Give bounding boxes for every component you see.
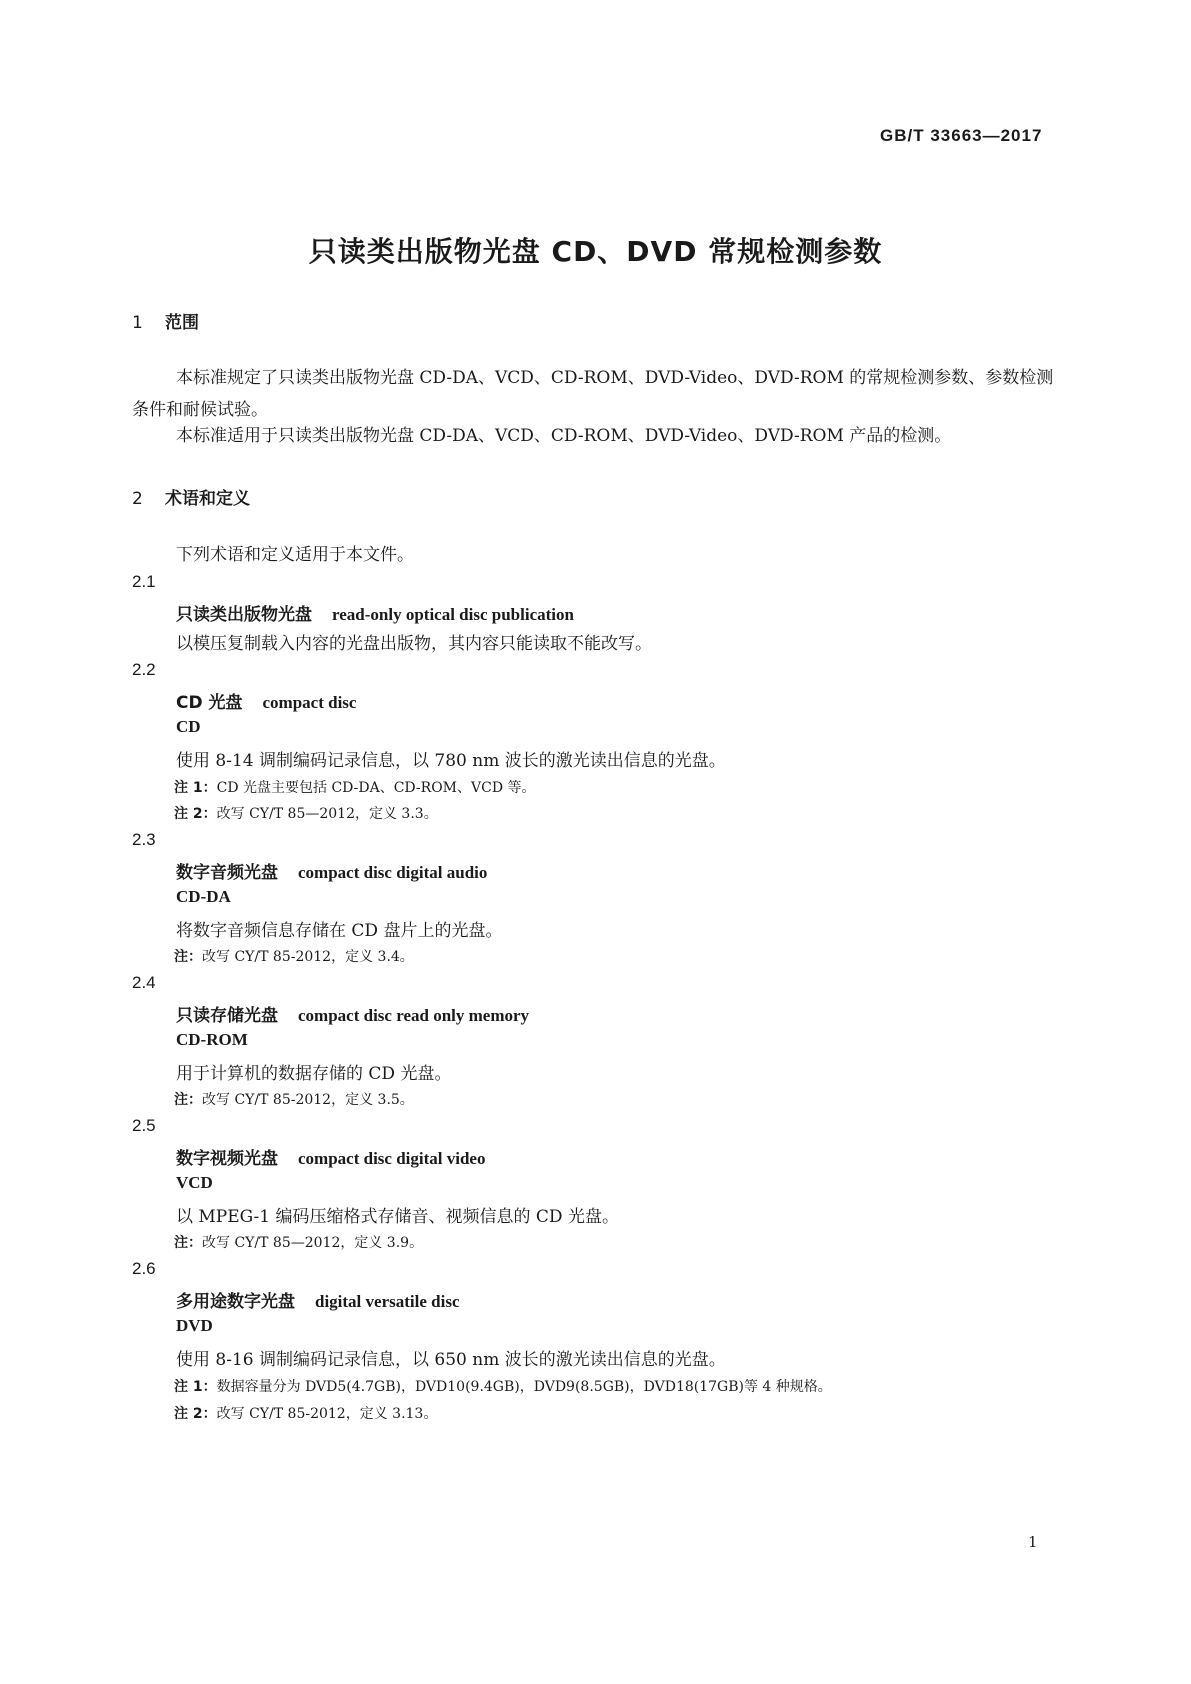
note-text: 改写 CY/T 85-2012，定义 3.13。 [216, 1406, 438, 1422]
term-number: 2.5 [132, 1116, 156, 1135]
term-note [174, 803, 438, 823]
term-note [174, 777, 536, 797]
document-title: 只读类出版物光盘 CD、DVD 常规检测参数 [308, 235, 883, 268]
term-en: compact disc [262, 693, 357, 712]
term-definition: 使用 8-14 调制编码记录信息，以 780 nm 波长的激光读出信息的光盘。 [176, 751, 726, 771]
section-number: 2 [132, 489, 143, 509]
note-label: 注 1： [174, 780, 217, 796]
term-note [174, 1089, 414, 1109]
term-abbreviation: CD [176, 717, 201, 736]
note-text: 改写 CY/T 85—2012，定义 3.9。 [202, 1235, 424, 1251]
term-abbreviation: CD-ROM [176, 1030, 248, 1049]
term-en: compact disc digital video [298, 1149, 486, 1168]
standard-code: GB/T 33663—2017 [880, 126, 1043, 145]
note-label: 注 2： [174, 1406, 217, 1422]
term-zh: CD 光盘 [176, 693, 243, 713]
note-text: 改写 CY/T 85-2012，定义 3.4。 [202, 949, 414, 965]
scope-paragraph-2: 本标准适用于只读类出版物光盘 CD-DA、VCD、CD-ROM、DVD-Video、DVD-ROM 产品的检测。 [176, 426, 952, 446]
term-heading [176, 600, 574, 625]
term-zh: 多用途数字光盘 [176, 1292, 295, 1312]
section-number: 1 [132, 313, 143, 333]
term-zh: 数字视频光盘 [176, 1149, 278, 1169]
term-abbreviation: CD-DA [176, 887, 231, 906]
term-note [174, 1232, 423, 1252]
term-abbreviation: DVD [176, 1316, 213, 1335]
term-definition: 以模压复制载入内容的光盘出版物，其内容只能读取不能改写。 [176, 634, 652, 654]
note-text: CD 光盘主要包括 CD-DA、CD-ROM、VCD 等。 [216, 780, 536, 796]
note-label: 注： [174, 1092, 202, 1108]
term-heading [176, 1001, 529, 1026]
page-number: 1 [1028, 1533, 1038, 1551]
scope-paragraph-1: 本标准规定了只读类出版物光盘 CD-DA、VCD、CD-ROM、DVD-Video、DVD-ROM 的常规检测参数、参数检测条件和耐候试验。 [132, 368, 1054, 420]
note-text: 数据容量分为 DVD5(4.7GB)，DVD10(9.4GB)，DVD9(8.5GB)，DVD18(17GB)等 4 种规格。 [216, 1379, 832, 1395]
note-label: 注 2： [174, 806, 217, 822]
term-abbreviation: VCD [176, 1173, 213, 1192]
note-label: 注： [174, 1235, 202, 1251]
section-heading-scope [132, 308, 199, 333]
term-definition: 以 MPEG-1 编码压缩格式存储音、视频信息的 CD 光盘。 [176, 1207, 619, 1227]
term-zh: 只读类出版物光盘 [176, 605, 312, 625]
term-en: digital versatile disc [315, 1292, 460, 1311]
term-zh: 数字音频光盘 [176, 863, 278, 883]
section-heading-terms [132, 484, 250, 509]
term-note [174, 1403, 437, 1423]
note-text: 改写 CY/T 85-2012，定义 3.5。 [202, 1092, 414, 1108]
term-note [174, 1376, 832, 1396]
section-title: 术语和定义 [165, 489, 250, 509]
note-label: 注： [174, 949, 202, 965]
term-number: 2.2 [132, 660, 156, 679]
note-label: 注 1： [174, 1379, 217, 1395]
section-title: 范围 [165, 313, 199, 333]
term-note [174, 946, 414, 966]
term-number: 2.4 [132, 973, 156, 992]
term-number: 2.6 [132, 1259, 156, 1278]
note-text: 改写 CY/T 85—2012，定义 3.3。 [216, 806, 438, 822]
term-heading [176, 1287, 459, 1312]
term-number: 2.1 [132, 572, 156, 591]
term-en: read-only optical disc publication [332, 605, 574, 624]
term-en: compact disc read only memory [298, 1006, 530, 1025]
term-heading [176, 1144, 485, 1169]
term-en: compact disc digital audio [298, 863, 488, 882]
terms-intro: 下列术语和定义适用于本文件。 [176, 545, 414, 565]
term-definition: 用于计算机的数据存储的 CD 光盘。 [176, 1064, 452, 1084]
term-zh: 只读存储光盘 [176, 1006, 278, 1026]
term-definition: 使用 8-16 调制编码记录信息，以 650 nm 波长的激光读出信息的光盘。 [176, 1350, 726, 1370]
term-definition: 将数字音频信息存储在 CD 盘片上的光盘。 [176, 921, 503, 941]
term-heading [176, 688, 356, 713]
term-number: 2.3 [132, 830, 156, 849]
term-heading [176, 858, 487, 883]
